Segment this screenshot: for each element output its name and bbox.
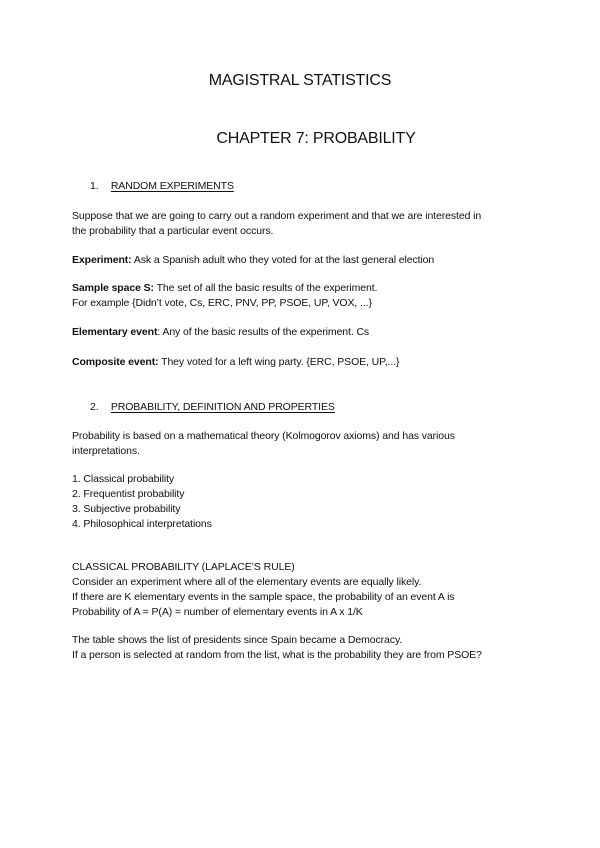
section-2-intro: [72, 429, 532, 459]
presidents-question: [72, 633, 532, 663]
list-item: 3. Subjective probability: [72, 503, 181, 515]
section-2-intro-line-1: Probability is based on a mathematical theory (Kolmogorov axioms) and has various: [72, 430, 455, 442]
experiment-label: Experiment:: [72, 254, 132, 266]
classical-probability-formula: Probability of A = P(A) = number of elementary events in A x 1/K: [72, 606, 363, 618]
classical-probability-block: [72, 560, 532, 620]
presidents-question-line-2: If a person is selected at random from the list, what is the probability they are from PSOE?: [72, 649, 482, 661]
experiment-paragraph: [72, 253, 532, 268]
composite-event-paragraph: [72, 355, 532, 370]
section-1-heading: [90, 180, 234, 192]
sample-space-example: For example {Didn’t vote, Cs, ERC, PNV, PP, PSOE, UP, VOX, ...}: [72, 297, 372, 309]
section-2-number: 2.: [90, 401, 99, 413]
classical-probability-line-1: Consider an experiment where all of the elementary events are equally likely.: [72, 576, 422, 588]
document-title: MAGISTRAL STATISTICS: [208, 72, 392, 89]
sample-space-paragraph: [72, 281, 532, 311]
presidents-question-line-1: The table shows the list of presidents since Spain became a Democracy.: [72, 634, 403, 646]
elementary-event-label: Elementary event: [72, 326, 158, 338]
composite-event-text: They voted for a left wing party. {ERC, PSOE, UP,...}: [158, 356, 400, 368]
list-item: 4. Philosophical interpretations: [72, 518, 212, 530]
section-2-heading: [90, 401, 335, 413]
elementary-event-paragraph: [72, 325, 532, 340]
sample-space-text: The set of all the basic results of the experiment.: [153, 282, 378, 294]
section-2-heading-text: PROBABILITY, DEFINITION AND PROPERTIES: [110, 401, 335, 413]
elementary-event-text: : Any of the basic results of the experiment. Cs: [157, 326, 370, 338]
experiment-text: Ask a Spanish adult who they voted for at the last general election: [131, 254, 435, 266]
section-1-intro-line-1: Suppose that we are going to carry out a random experiment and that we are interested in: [72, 210, 482, 222]
chapter-title: CHAPTER 7: PROBABILITY: [216, 130, 416, 147]
list-item: 1. Classical probability: [72, 473, 175, 485]
composite-event-label: Composite event:: [72, 356, 159, 368]
classical-probability-heading: CLASSICAL PROBABILITY (LAPLACE’S RULE): [72, 561, 295, 573]
section-1-heading-text: RANDOM EXPERIMENTS: [110, 180, 234, 192]
section-1-intro-line-2: the probability that a particular event occurs.: [72, 225, 274, 237]
list-item: 2. Frequentist probability: [72, 488, 185, 500]
section-1-intro: [72, 209, 532, 239]
interpretations-list: [72, 472, 532, 532]
sample-space-label: Sample space S:: [72, 282, 154, 294]
section-1-number: 1.: [90, 180, 99, 192]
section-2-intro-line-2: interpretations.: [72, 445, 140, 457]
classical-probability-line-2: If there are K elementary events in the sample space, the probability of an event A is: [72, 591, 455, 603]
